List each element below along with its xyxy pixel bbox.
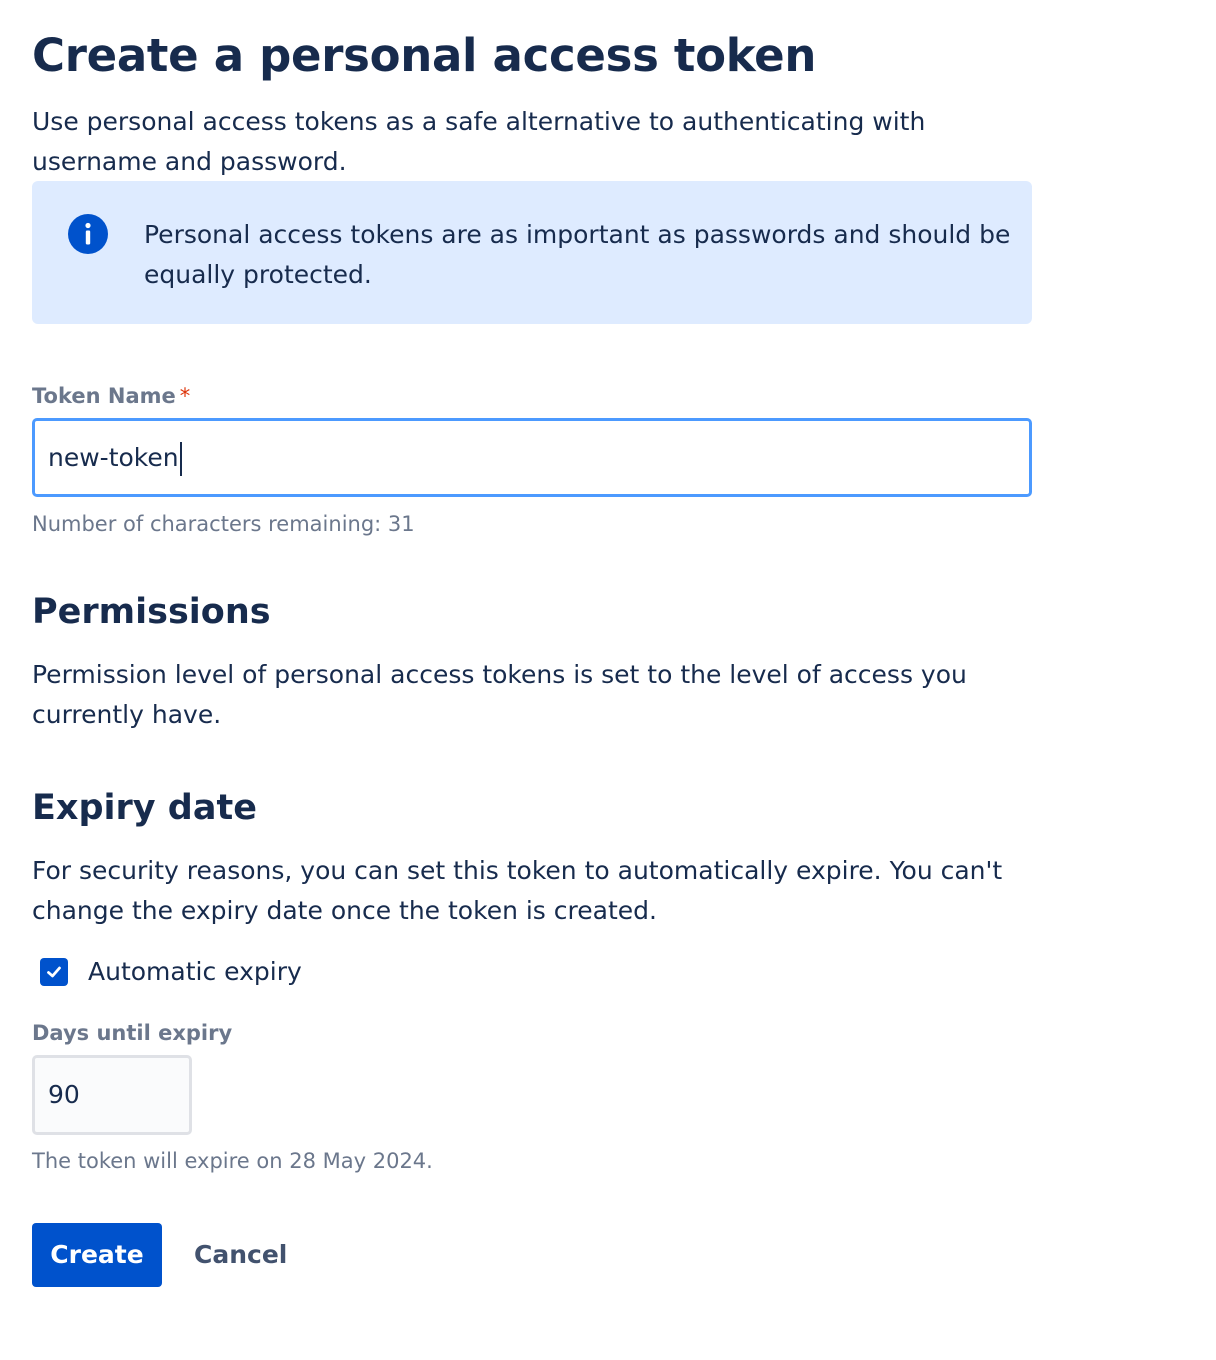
- characters-remaining-helper: Number of characters remaining: 31: [32, 512, 415, 536]
- token-name-value: new-token: [48, 443, 179, 472]
- checkmark-icon: [45, 963, 63, 981]
- automatic-expiry-label[interactable]: Automatic expiry: [88, 957, 302, 986]
- expiry-date-helper: The token will expire on 28 May 2024.: [32, 1149, 433, 1173]
- token-name-input[interactable]: [32, 418, 1032, 497]
- automatic-expiry-checkbox[interactable]: [40, 958, 68, 986]
- automatic-expiry-option[interactable]: [40, 952, 302, 992]
- days-until-expiry-value: 90: [48, 1080, 80, 1109]
- expiry-heading: Expiry date: [32, 788, 257, 828]
- cancel-button[interactable]: Cancel: [178, 1223, 328, 1287]
- token-name-label-text: Token Name: [32, 384, 176, 408]
- page-intro: Use personal access tokens as a safe alternative to authenticating with username and password.: [32, 107, 926, 176]
- days-until-expiry-input[interactable]: [32, 1055, 192, 1135]
- info-icon: [68, 214, 108, 254]
- info-banner-text: Personal access tokens are as important as passwords and should be equally protected.: [144, 220, 1011, 289]
- text-caret: [180, 442, 182, 476]
- create-button[interactable]: Create: [32, 1223, 162, 1287]
- info-banner: [32, 181, 1032, 324]
- days-until-expiry-label: Days until expiry: [32, 1021, 233, 1045]
- page-title: Create a personal access token: [32, 29, 817, 82]
- token-name-label: [32, 382, 190, 410]
- required-marker: *: [179, 384, 191, 408]
- permissions-text: Permission level of personal access tokens is set to the level of access you currently have.: [32, 660, 967, 729]
- expiry-text: For security reasons, you can set this token to automatically expire. You can't change the expiry date once the token is created.: [32, 856, 1003, 925]
- permissions-heading: Permissions: [32, 592, 271, 632]
